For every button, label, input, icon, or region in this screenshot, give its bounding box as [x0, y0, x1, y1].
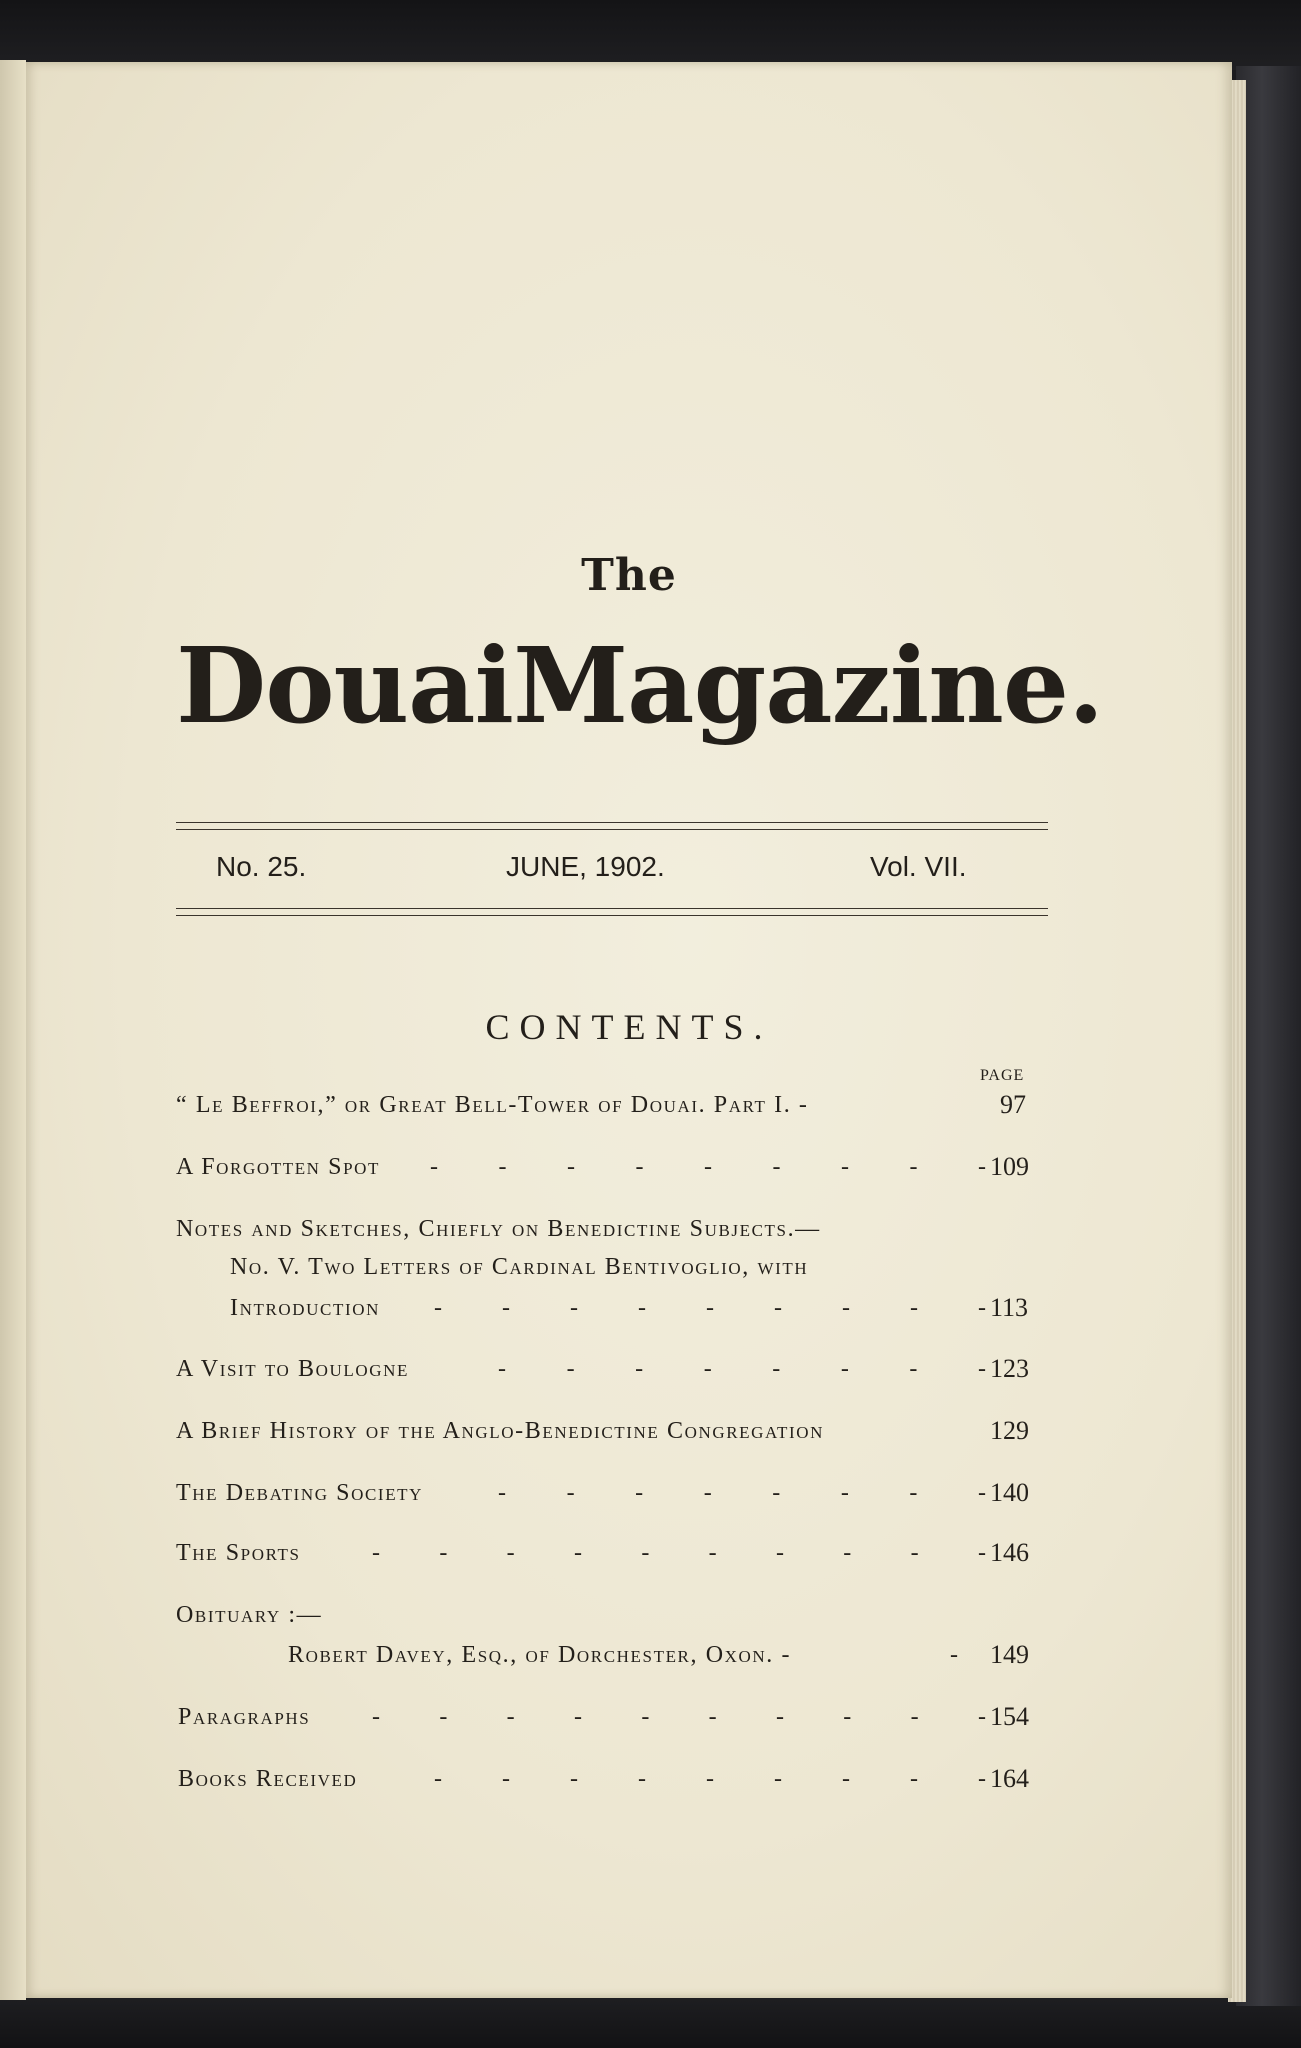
dot-leader: - - - - - - - - - - [372, 1540, 986, 1566]
magazine-page [26, 62, 1232, 1998]
toc-entry-page: 154 [990, 1702, 1029, 1731]
left-page-edge [0, 60, 26, 2000]
top-double-rule [176, 822, 1048, 830]
toc-entry-page: 113 [990, 1293, 1029, 1322]
toc-entry-text: A Visit to Boulogne [176, 1356, 409, 1382]
issue-info-row [176, 851, 1048, 895]
dot-leader: - - - - - - - - [498, 1356, 986, 1382]
dot-leader: - - - - - - - - [498, 1480, 986, 1506]
issue-number: No. 25. [216, 851, 307, 882]
toc-entry-text: A Brief History of the Anglo-Benedictine Congregation [176, 1418, 824, 1444]
toc-entry-text: Books Received [178, 1766, 358, 1792]
toc-entry-page: 129 [990, 1416, 1029, 1445]
contents-heading: CONTENTS. [485, 1007, 773, 1047]
issue-volume: Vol. VII. [870, 851, 967, 882]
toc-entry-text: Introduction [230, 1295, 380, 1321]
issue-date: JUNE, 1902. [506, 851, 665, 882]
toc-entry-page: 140 [990, 1478, 1029, 1507]
toc-entry-page: 97 [1000, 1090, 1026, 1119]
dot-leader: - - - - - - - - - [430, 1154, 986, 1180]
toc-entry-page: 146 [990, 1538, 1029, 1567]
toc-entry-page: 164 [990, 1764, 1029, 1793]
bottom-double-rule [176, 908, 1048, 916]
toc-entry-text: The Sports [176, 1540, 301, 1566]
masthead-title [176, 624, 1104, 747]
backdrop-bottom [0, 1995, 1301, 2048]
toc-entry-text: Obituary :— [176, 1602, 323, 1628]
dot-leader: - - - - - - - - - [434, 1295, 986, 1321]
toc-entry-page: 123 [990, 1354, 1029, 1383]
dot-leader: - - - - - - - - - - [372, 1704, 986, 1730]
toc-entry-text: A Forgotten Spot [176, 1154, 381, 1180]
toc-entry-text: The Debating Society [176, 1480, 424, 1506]
toc-entry-text: Robert Davey, Esq., of Dorchester, Oxon. - [288, 1642, 792, 1668]
page-column-label: PAGE [980, 1067, 1025, 1084]
toc-entry-text: Notes and Sketches, Chiefly on Benedictine Subjects.— [176, 1216, 821, 1242]
dot-leader: - [950, 1642, 958, 1668]
dot-leader: - - - - - - - - - [434, 1766, 986, 1792]
masthead-title-word-2: Magazine. [513, 624, 1104, 747]
backdrop-top [0, 0, 1301, 70]
toc-entry-text: “ Le Beffroi,” or Great Bell-Tower of Douai. Part I. - [176, 1092, 809, 1118]
toc-entry-text: Paragraphs [178, 1704, 311, 1730]
masthead-title-word-1: Douai [176, 624, 514, 747]
toc-entry-page: 109 [990, 1152, 1029, 1181]
toc-entry-text: No. V. Two Letters of Cardinal Bentivoglio, with [230, 1254, 809, 1280]
masthead-the: The [581, 550, 677, 601]
toc-entry-page: 149 [990, 1640, 1029, 1669]
